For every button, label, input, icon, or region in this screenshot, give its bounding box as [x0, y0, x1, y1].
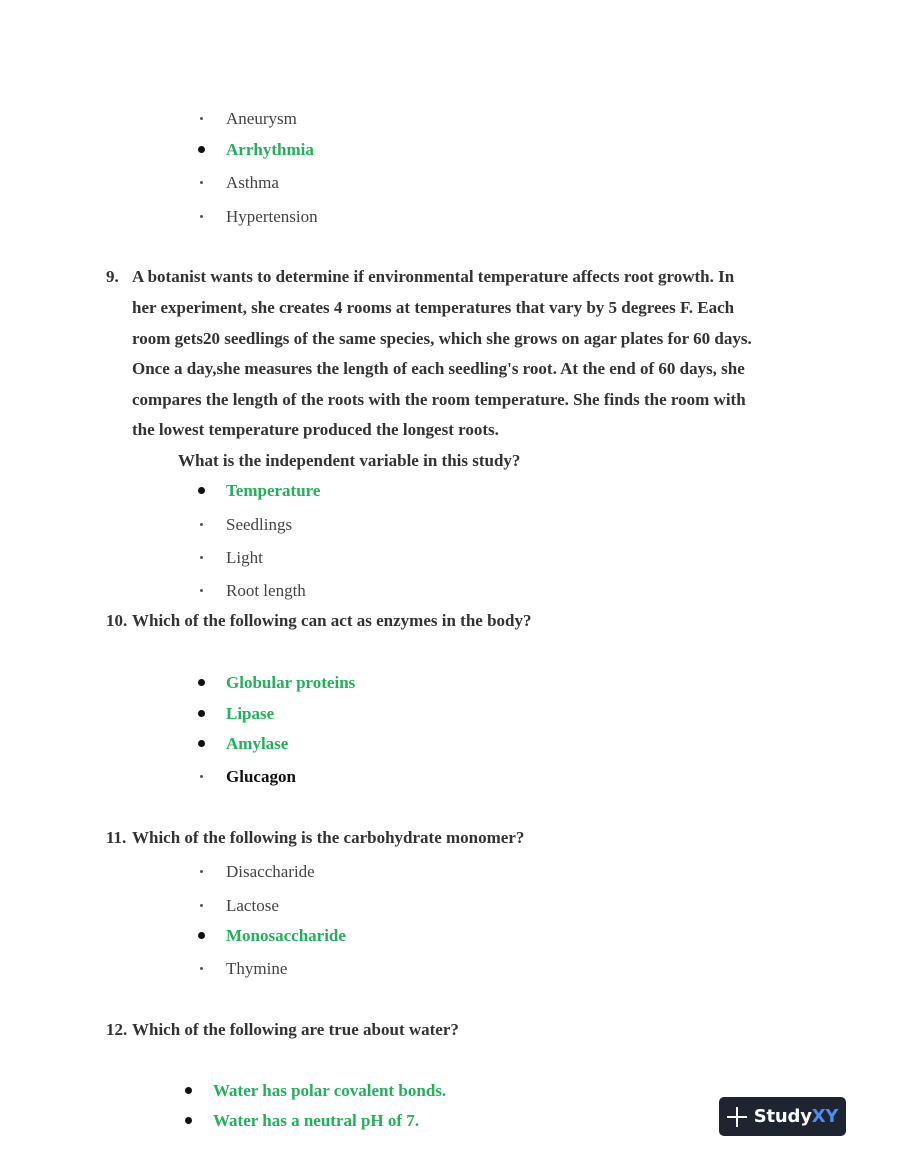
bullet [198, 487, 205, 494]
bullet [200, 904, 203, 907]
brand-name: StudyXY [753, 1106, 839, 1127]
bullet [200, 967, 203, 970]
question-text: Which of the following is the carbohydrate monomer? [132, 828, 525, 847]
studyxy-logo [719, 1097, 846, 1136]
bullet [200, 523, 203, 526]
question-text-line: room gets20 seedlings of the same species, which she grows on agar plates for 60 days. [132, 329, 752, 348]
subquestion: What is the independent variable in this study? [178, 451, 521, 470]
bullet [198, 146, 205, 153]
question-number: 11. [106, 828, 127, 847]
question-text-line: A botanist wants to determine if environmental temperature affects root growth. In [132, 267, 735, 286]
question-number: 9. [106, 267, 119, 286]
question-text: Which of the following can act as enzymes in the body? [132, 611, 532, 630]
question-text-line: compares the length of the roots with the room temperature. She finds the room with [132, 390, 746, 409]
bullet [198, 710, 205, 717]
bullet [200, 181, 203, 184]
bullet [198, 740, 205, 747]
question-text: Which of the following are true about water? [132, 1020, 459, 1039]
plus-icon [727, 1107, 747, 1127]
bullet [200, 556, 203, 559]
question-number: 12. [106, 1020, 128, 1039]
question-text-line: her experiment, she creates 4 rooms at temperatures that vary by 5 degrees F. Each [132, 298, 735, 317]
bullet [185, 1087, 192, 1094]
bullet [198, 679, 205, 686]
question-number: 10. [106, 611, 128, 630]
bullet [185, 1117, 192, 1124]
bullet [200, 775, 203, 778]
bullet [200, 589, 203, 592]
bullet [198, 932, 205, 939]
bullet [200, 870, 203, 873]
question-text-line: the lowest temperature produced the longest roots. [132, 420, 499, 439]
bullet [200, 117, 203, 120]
question-text-line: Once a day,she measures the length of each seedling's root. At the end of 60 days, she [132, 359, 745, 378]
bullet [200, 215, 203, 218]
